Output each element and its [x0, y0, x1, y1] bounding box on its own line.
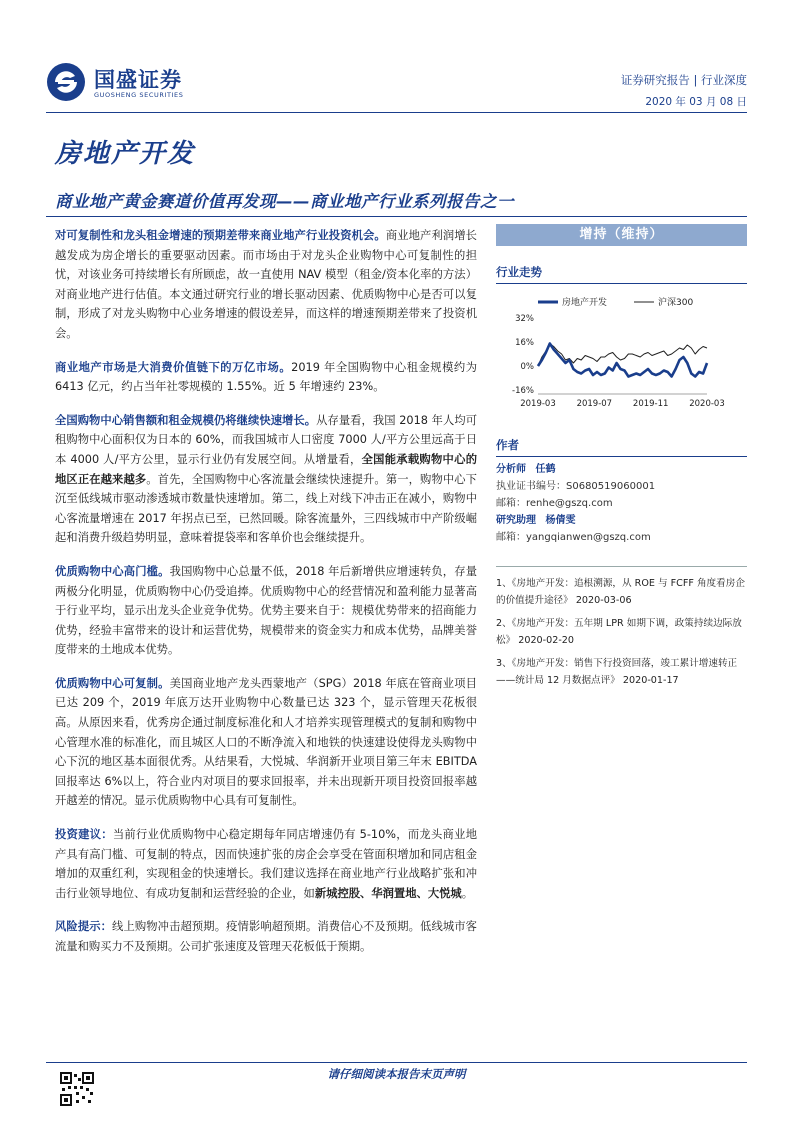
- report-title: 商业地产黄金赛道价值再发现——商业地产行业系列报告之一: [55, 192, 514, 211]
- x-tick-label: 2019-07: [576, 399, 613, 409]
- related-report-title: 3、《房地产开发：销售下行投资回落，竣工累计增速转正——统计局 12 月数据点评》: [496, 658, 738, 686]
- x-tick-label: 2019-03: [520, 399, 556, 409]
- y-tick-label: 32%: [515, 314, 534, 324]
- paragraph: [55, 226, 477, 344]
- y-tick-label: 16%: [515, 338, 534, 348]
- related-report-date: 2020-01-17: [622, 675, 679, 686]
- title-divider: [46, 216, 747, 217]
- paragraph-lead: 优质购物中心高门槛。: [55, 564, 170, 578]
- guosheng-logo-icon: [46, 62, 86, 102]
- series-line: [538, 344, 707, 367]
- paragraph-lead: 商业地产市场是大消费价值链下的万亿市场。: [55, 360, 292, 374]
- chart-legend: [538, 296, 693, 308]
- paragraph-lead: 全国购物中心销售额和租金规模仍将继续快速增长。: [55, 413, 317, 427]
- paragraph-body: 。首先，全国购物中心客流量会继续快速提升。第一，购物中心下沉至低线城市驱动渗透城市数量快速增加。第二，线上对线下冲击正在减小，购物中心客流量增速在 2017 年拐点已至，已然回暖。除客流量外，三四线城市中产阶级崛起和消费升级趋势明显，意味着提袋率和客单价也会继续提升。: [55, 472, 477, 545]
- related-report-item[interactable]: [496, 575, 747, 609]
- x-axis-ticks: [520, 399, 725, 409]
- analyst-line: [496, 461, 747, 478]
- logo-text-cn: 国盛证券: [94, 68, 182, 92]
- authors-heading: 作者: [496, 437, 747, 457]
- legend-label-series-2: 沪深300: [658, 298, 694, 308]
- x-tick-label: 2019-11: [632, 399, 669, 409]
- related-report-title: 1、《房地产开发：追根溯源，从 ROE 与 FCFF 角度看房企的价值提升途径》: [496, 578, 745, 606]
- report-date: 2020 年 03 月 08 日: [645, 96, 747, 108]
- paragraph-body: 。: [461, 886, 474, 900]
- analyst-license: 执业证书编号：S0680519060001: [496, 481, 656, 492]
- header-divider: [46, 112, 747, 113]
- rating-badge: 增持（维持）: [496, 224, 747, 246]
- related-report-date: 2020-02-20: [518, 635, 575, 646]
- related-report-title: 2、《房地产开发：五年期 LPR 如期下调，政策持续边际放松》: [496, 618, 742, 646]
- paragraph-body: 美国商业地产龙头西蒙地产（SPG）2018 年底在管商业项目已达 209 个，2019 年底万达开业购物中心数量已达 323 个，显示管理天花板很高。从原因来看，优秀房企通过制度标准化和人才培养实现管理模式的复制和购物中心管理水准的标准化，而且城区人口的不断净流入和地铁的快速建设使得龙头购物中心下沉的地区基本面很优秀。从结果看，大悦城、华润新开业项目第三年末 EBITDA 回报率达 6%以上，符合业内对项目的要求回报率，并未出现新开项目投资回报率越开越差的情况。显示优质购物中心具有可复制性。: [55, 676, 477, 808]
- assistant-name: 杨倩雯: [545, 515, 576, 526]
- report-type: 证券研究报告 | 行业深度: [620, 73, 747, 87]
- industry-title: 房地产开发: [55, 139, 196, 169]
- paragraph-body: 我国购物中心总量不低，2018 年后新增供应增速转负，存量两极分化明显，优质购物中心仍受追捧。优质购物中心的经营情况和盈利能力显著高于行业平均，显示出龙头企业竞争优势。优势主要来自于：规模优势带来的招商能力优势，经验丰富带来的设计和运营优势，规模带来的资金实力和成本优势，品牌美誉度带来的土地成本优势。: [55, 564, 477, 657]
- analyst-name: 任鹤: [535, 464, 556, 475]
- y-tick-label: 0%: [520, 362, 534, 372]
- paragraph: [55, 917, 477, 956]
- related-report-item[interactable]: [496, 655, 747, 689]
- paragraph: [55, 411, 477, 548]
- paragraph: [55, 562, 477, 660]
- trend-heading: 行业走势: [496, 264, 747, 284]
- analyst-role: 分析师: [496, 464, 526, 475]
- footer-divider: [46, 1062, 747, 1063]
- industry-trend-chart: [496, 294, 747, 419]
- paragraph-emphasis: 新城控股、华润置地、大悦城: [314, 886, 462, 900]
- y-axis-ticks: [512, 314, 707, 396]
- paragraph: [55, 358, 477, 397]
- legend-label-series-1: 房地产开发: [562, 298, 608, 308]
- paragraph-emphasis: 全国能承载购物中心的地区正在越来越多: [55, 452, 477, 486]
- sidebar: [496, 224, 747, 695]
- company-logo: [46, 62, 226, 108]
- y-tick-label: -16%: [512, 386, 534, 396]
- paragraph-body: 商业地产利润增长越发成为房企增长的重要驱动因素。而市场由于对龙头企业购物中心可复制性的担忧，对该业务可持续增长有所顾虑，故一直使用 NAV 模型（租金/资本化率的方法）对商业地产进行估值。本文通过研究行业的增长驱动因素、优质购物中心是否可以复制，形成了对龙头购物中心业务增速的假设差异，而这样的增速预期差带来了投资机会。: [55, 229, 477, 340]
- paragraph-body: 当前行业优质购物中心稳定期每年同店增速仍有 5-10%，而龙头商业地产具有高门槛、可复制的特点，因而快速扩张的房企会享受在管面积增加和同店租金增加的双重红利，实现租金的快速增长。我们建议选择在商业地产行业战略扩张和冲击行业领导地位、有成功复制和运营经验的企业，如: [55, 828, 477, 900]
- assistant-email[interactable]: 邮箱：yangqianwen@gszq.com: [496, 532, 651, 543]
- related-report-date: 2020-03-06: [575, 595, 632, 606]
- main-text: [55, 226, 477, 971]
- paragraph-body: 2019 年全国购物中心租金规模约为 6413 亿元，约占当年社零规模的 1.55%。近 5 年增速约 23%。: [55, 360, 477, 394]
- paragraph-lead: 优质购物中心可复制。: [55, 676, 170, 690]
- related-report-item[interactable]: [496, 615, 747, 649]
- paragraph-lead: 对可复制性和龙头租金增速的预期差带来商业地产行业投资机会。: [55, 229, 386, 242]
- paragraph-lead: 投资建议：: [55, 828, 113, 842]
- assistant-line: [496, 512, 747, 529]
- analyst-email[interactable]: 邮箱：renhe@gszq.com: [496, 498, 613, 509]
- footer-disclaimer: 请仔细阅读本报告末页声明: [327, 1067, 466, 1081]
- paragraph-lead: 风险提示：: [55, 920, 113, 934]
- chart-series: [538, 344, 707, 377]
- assistant-role: 研究助理: [496, 515, 536, 526]
- paragraph: [55, 825, 477, 903]
- logo-text-en: GUOSHENG SECURITIES: [94, 91, 184, 99]
- related-reports: [496, 566, 747, 689]
- x-tick-label: 2020-03: [689, 399, 725, 409]
- paragraph-body: 从存量看，我国 2018 年人均可租购物中心面积仅为日本的 60%，而我国城市人口密度 7000 人/平方公里远高于日本 4000 人/平方公里，显示行业仍有发展空间。从增量看，: [55, 413, 477, 466]
- authors-block: [496, 461, 747, 546]
- paragraph: [55, 674, 477, 811]
- paragraph-body: 线上购物冲击超预期。疫情影响超预期。消费信心不及预期。低线城市客流量和购买力不及预期。公司扩张速度及管理天花板低于预期。: [55, 920, 477, 953]
